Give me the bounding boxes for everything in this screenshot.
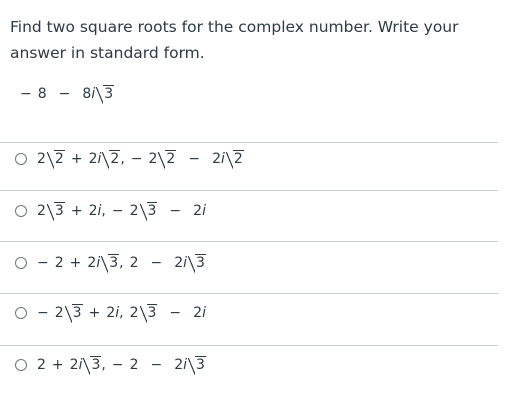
- imag-coefficient: 8: [82, 86, 92, 102]
- radio-button[interactable]: [15, 359, 27, 371]
- radio-button[interactable]: [15, 257, 27, 269]
- answer-option-label: 2 3 + 2i, − 2 3 − 2i: [37, 203, 206, 219]
- minus-sign: −: [58, 86, 71, 102]
- square-root: 3: [101, 255, 119, 271]
- radio-button[interactable]: [15, 153, 27, 165]
- imaginary-unit: i: [91, 86, 96, 102]
- square-root: 3: [188, 255, 206, 271]
- square-root: 3: [140, 305, 158, 321]
- minus-sign: −: [20, 86, 32, 102]
- answer-option-4[interactable]: [0, 288, 498, 338]
- real-part: 8: [37, 86, 47, 102]
- square-root: 2: [47, 151, 65, 167]
- question-text: Find two square roots for the complex number. Write your answer in standard form.: [10, 18, 459, 62]
- answer-option-label: 2 + 2i 3, − 2 − 2i 3: [37, 357, 205, 373]
- answer-option-2[interactable]: [0, 186, 498, 236]
- answer-option-5[interactable]: [0, 340, 498, 390]
- answer-option-label: − 2 3 + 2i, 2 3 − 2i: [37, 305, 206, 321]
- square-root: 2: [158, 151, 176, 167]
- square-root: 2: [102, 151, 120, 167]
- square-root: 3: [188, 357, 206, 373]
- answer-option-1[interactable]: [0, 134, 498, 184]
- square-root: 3: [65, 305, 83, 321]
- radio-button[interactable]: [15, 307, 27, 319]
- radio-button[interactable]: [15, 205, 27, 217]
- square-root: 3: [140, 203, 158, 219]
- square-root: 3: [83, 357, 101, 373]
- complex-number-expression: [20, 86, 114, 102]
- square-root: 3: [47, 203, 65, 219]
- square-root: 3: [96, 86, 114, 102]
- answer-option-label: − 2 + 2i 3, 2 − 2i 3: [37, 255, 205, 271]
- answer-option-3[interactable]: [0, 238, 498, 288]
- answer-option-label: 2 2 + 2i 2, − 2 2 − 2i 2: [37, 151, 243, 167]
- square-root: 2: [226, 151, 244, 167]
